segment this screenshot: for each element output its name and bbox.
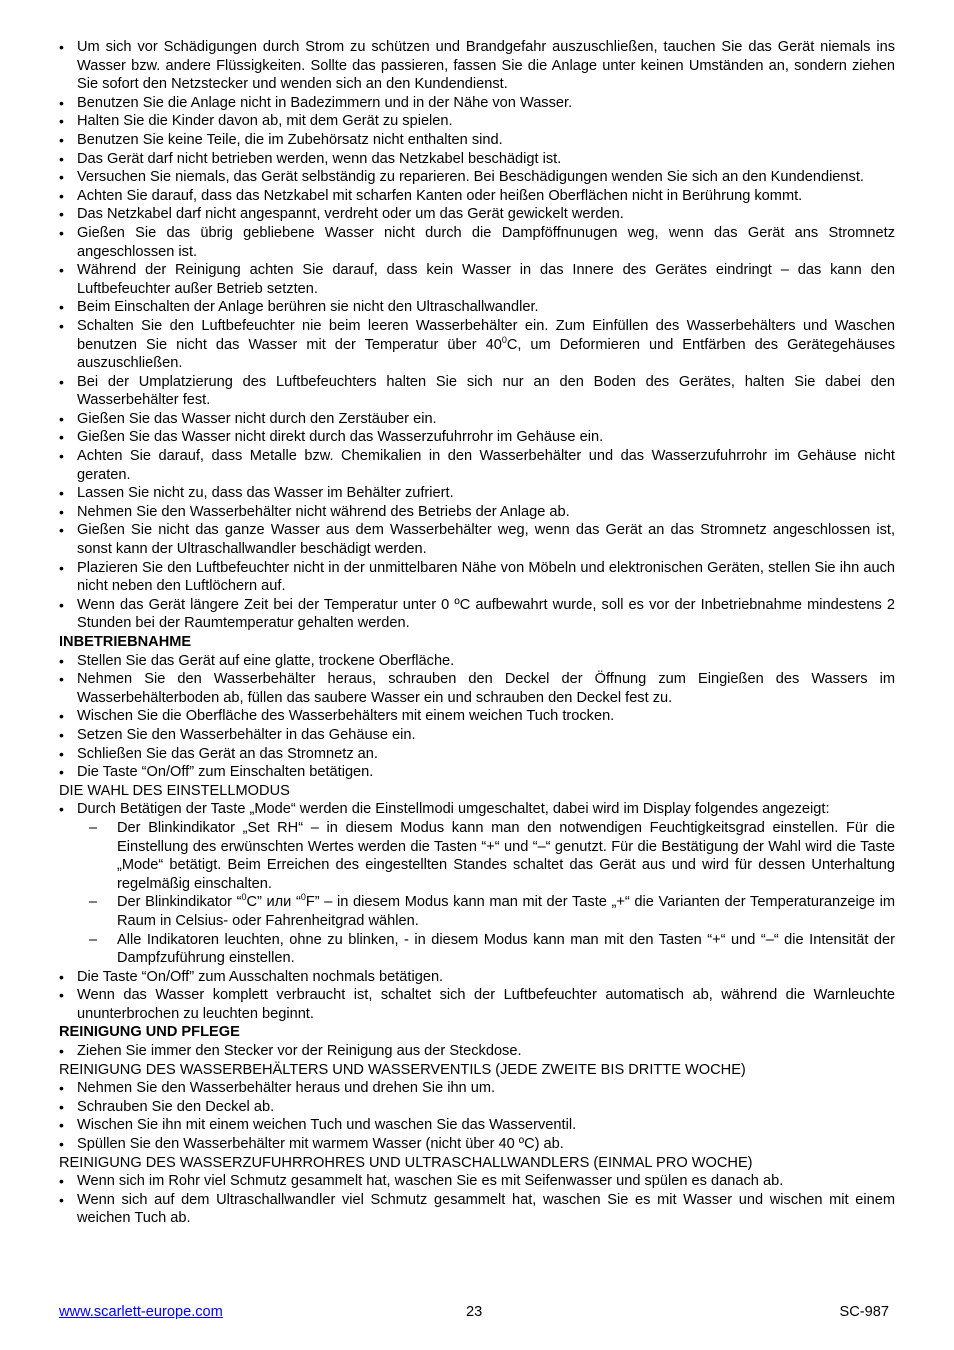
list-item: • Setzen Sie den Wasserbehälter in das Gehäuse ein. [59, 726, 895, 745]
list-item: • Wenn sich auf dem Ultraschallwandler viel Schmutz gesammelt hat, waschen Sie es mit Wasser und wischen mit einem weichen Tuch ab. [59, 1191, 895, 1228]
list-item: • Wenn sich im Rohr viel Schmutz gesammelt hat, waschen Sie es mit Seifenwasser und spülen es danach ab. [59, 1172, 895, 1191]
list-item: • Das Netzkabel darf nicht angespannt, verdreht oder um das Gerät gewickelt werden. [59, 205, 895, 224]
list-item: • Wenn das Wasser komplett verbraucht ist, schaltet sich der Luftbefeuchter automatisch ab, während die Warnleuchte ununterbrochen zu leuchten beginnt. [59, 986, 895, 1023]
section-heading-operation: INBETRIEBNAHME [59, 634, 192, 650]
list-item: • Nehmen Sie den Wasserbehälter nicht während des Betriebs der Anlage ab. [59, 503, 895, 522]
list-item: • Während der Reinigung achten Sie darauf, dass kein Wasser in das Innere des Gerätes eindringt – das kann den Luftbefeuchter außer Betrieb setzten. [59, 261, 895, 298]
list-item: • Gießen Sie das übrig gebliebene Wasser nicht durch die Dampföffnunugen weg, wenn das Gerät ans Stromnetz angeschlossen ist. [59, 224, 895, 261]
list-item [59, 317, 895, 373]
superscript: 0 [241, 892, 247, 903]
superscript: 0 [300, 892, 306, 903]
text: F” – in diesem Modus kann man mit der Taste „+“ die Varianten der Temperaturanzeige im Raum in Celsius- oder Fahrenheitgrad wählen. [117, 894, 895, 929]
page-number: 23 [466, 1304, 483, 1320]
mode-sublist [59, 819, 895, 968]
sub-list-item: – Alle Indikatoren leuchten, ohne zu blinken, - in diesem Modus kann man mit den Tasten “+“ und “–“ die Intensität der Dampfzuführung einstellen. [59, 931, 895, 968]
model-number: SC-987 [839, 1304, 889, 1320]
text: C, um Deformieren und Entfärben des Gerätegehäuses auszuschließen. [77, 336, 895, 372]
list-item: • Wischen Sie ihn mit einem weichen Tuch und waschen Sie das Wasserventil. [59, 1116, 895, 1135]
list-item: • Wenn das Gerät längere Zeit bei der Temperatur unter 0 ºC aufbewahrt wurde, soll es vor der Inbetriebnahme mindestens 2 Stunden bei der Raumtemperatur gehalten werden. [59, 596, 895, 633]
list-item: • Gießen Sie das Wasser nicht direkt durch das Wasserzufuhrrohr im Gehäuse ein. [59, 428, 895, 447]
list-item: • Plazieren Sie den Luftbefeuchter nicht in der unmittelbaren Nähe von Möbeln und elektronischen Geräten, stellen Sie ihn auch nicht neben den Luftlöchern auf. [59, 559, 895, 596]
section-heading-tank: REINIGUNG DES WASSERBEHÄLTERS UND WASSERVENTILS (JEDE ZWEITE BIS DRITTE WOCHE) [59, 1061, 746, 1078]
section-heading-cleaning: REINIGUNG UND PFLEGE [59, 1024, 240, 1041]
section-heading-mode: DIE WAHL DES EINSTELLMODUS [59, 782, 290, 799]
list-item: • Die Taste “On/Off” zum Einschalten betätigen. [59, 763, 895, 782]
website-link[interactable]: www.scarlett-europe.com [59, 1304, 223, 1320]
pipe-list [59, 1172, 895, 1228]
list-item: • Beim Einschalten der Anlage berühren sie nicht den Ultraschallwandler. [59, 298, 895, 317]
text: Der Blinkindikator “ [117, 894, 242, 911]
sub-list-item [59, 893, 895, 930]
list-item: • Die Taste “On/Off” zum Ausschalten nochmals betätigen. [59, 968, 895, 987]
mode-list-2 [59, 968, 895, 1024]
text: Durch Betätigen der Taste „Mode“ werden die Einstellmodi umgeschaltet, dabei wird im Display folgendes angezeigt: [77, 801, 830, 818]
list-item: • Achten Sie darauf, dass das Netzkabel mit scharfen Kanten oder heißen Oberflächen nicht in Berührung kommt. [59, 187, 895, 206]
list-item: • Um sich vor Schädigungen durch Strom zu schützen und Brandgefahr auszuschließen, tauchen Sie das Gerät niemals ins Wasser bzw. andere Flüssigkeiten. Sollte das passieren, fassen Sie die Anlage unter keinen Umständen an, sondern ziehen Sie sofort den Netzstecker und wenden sich an den Kundendienst. [59, 38, 895, 94]
list-item: • Wischen Sie die Oberfläche des Wasserbehälters mit einem weichen Tuch trocken. [59, 707, 895, 726]
list-item: • Stellen Sie das Gerät auf eine glatte, trockene Oberfläche. [59, 652, 895, 671]
list-item [59, 800, 895, 819]
tank-list [59, 1079, 895, 1153]
list-item: • Schrauben Sie den Deckel ab. [59, 1098, 895, 1117]
mode-list [59, 800, 895, 819]
document-page [59, 38, 895, 1228]
sub-list-item: – Der Blinkindikator „Set RH“ – in diesem Modus kann man den notwendigen Feuchtigkeitsgrad einstellen. Für die Einstellung des erwünschten Wertes werden die Tasten “+“ und “–“ genutzt. Für die Bestätigung der Wahl wird die Taste „Mode“ betätigt. Beim Erreichen des eingestellten Standes schaltet das Gerät aus und wird für dessen Unterhaltung regelmäßig einschalten. [59, 819, 895, 893]
list-item: • Ziehen Sie immer den Stecker vor der Reinigung aus der Steckdose. [59, 1042, 895, 1061]
list-item: • Benutzen Sie die Anlage nicht in Badezimmern und in der Nähe von Wasser. [59, 94, 895, 113]
list-item: • Lassen Sie nicht zu, dass das Wasser im Behälter zufriert. [59, 484, 895, 503]
operation-list [59, 652, 895, 782]
list-item: • Versuchen Sie niemals, das Gerät selbständig zu reparieren. Bei Beschädigungen wenden Sie sich an den Kundendienst. [59, 168, 895, 187]
list-item: • Nehmen Sie den Wasserbehälter heraus und drehen Sie ihn um. [59, 1079, 895, 1098]
list-item: • Bei der Umplatzierung des Luftbefeuchters halten Sie sich nur an den Boden des Gerätes, halten Sie dabei den Wasserbehälter fest. [59, 373, 895, 410]
list-item: • Halten Sie die Kinder davon ab, mit dem Gerät zu spielen. [59, 112, 895, 131]
text: C” или “ [246, 894, 301, 911]
text: Schalten Sie den Luftbefeuchter nie beim leeren Wasserbehälter ein. Zum Einfüllen des Wasserbehälters und Waschen benutzen Sie nicht das Wasser mit der Temperatur über 40 [77, 317, 895, 353]
list-item: • Gießen Sie das Wasser nicht durch den Zerstäuber ein. [59, 410, 895, 429]
list-item: • Nehmen Sie den Wasserbehälter heraus, schrauben den Deckel der Öffnung zum Eingießen des Wassers im Wasserbehälterboden ab, füllen das saubere Wasser ein und schrauben den Deckel fest zu. [59, 670, 895, 707]
superscript: 0 [501, 334, 507, 345]
list-item: • Gießen Sie nicht das ganze Wasser aus dem Wasserbehälter weg, wenn das Gerät an das Stromnetz angeschlossen ist, sonst kann der Ultraschallwandler beschädigt werden. [59, 521, 895, 558]
list-item: • Spüllen Sie den Wasserbehälter mit warmem Wasser (nicht über 40 ºC) ab. [59, 1135, 895, 1154]
cleaning-list [59, 1042, 895, 1061]
list-item: • Benutzen Sie keine Teile, die im Zubehörsatz nicht enthalten sind. [59, 131, 895, 150]
page-footer [59, 1303, 895, 1323]
safety-list [59, 38, 895, 633]
section-heading-pipe: REINIGUNG DES WASSERZUFUHRROHRES UND ULTRASCHALLWANDLERS (EINMAL PRO WOCHE) [59, 1154, 753, 1171]
list-item: • Das Gerät darf nicht betrieben werden, wenn das Netzkabel beschädigt ist. [59, 150, 895, 169]
list-item: • Achten Sie darauf, dass Metalle bzw. Chemikalien in den Wasserbehälter und das Wasserzufuhrrohr im Gehäuse nicht geraten. [59, 447, 895, 484]
list-item: • Schließen Sie das Gerät an das Stromnetz an. [59, 745, 895, 764]
